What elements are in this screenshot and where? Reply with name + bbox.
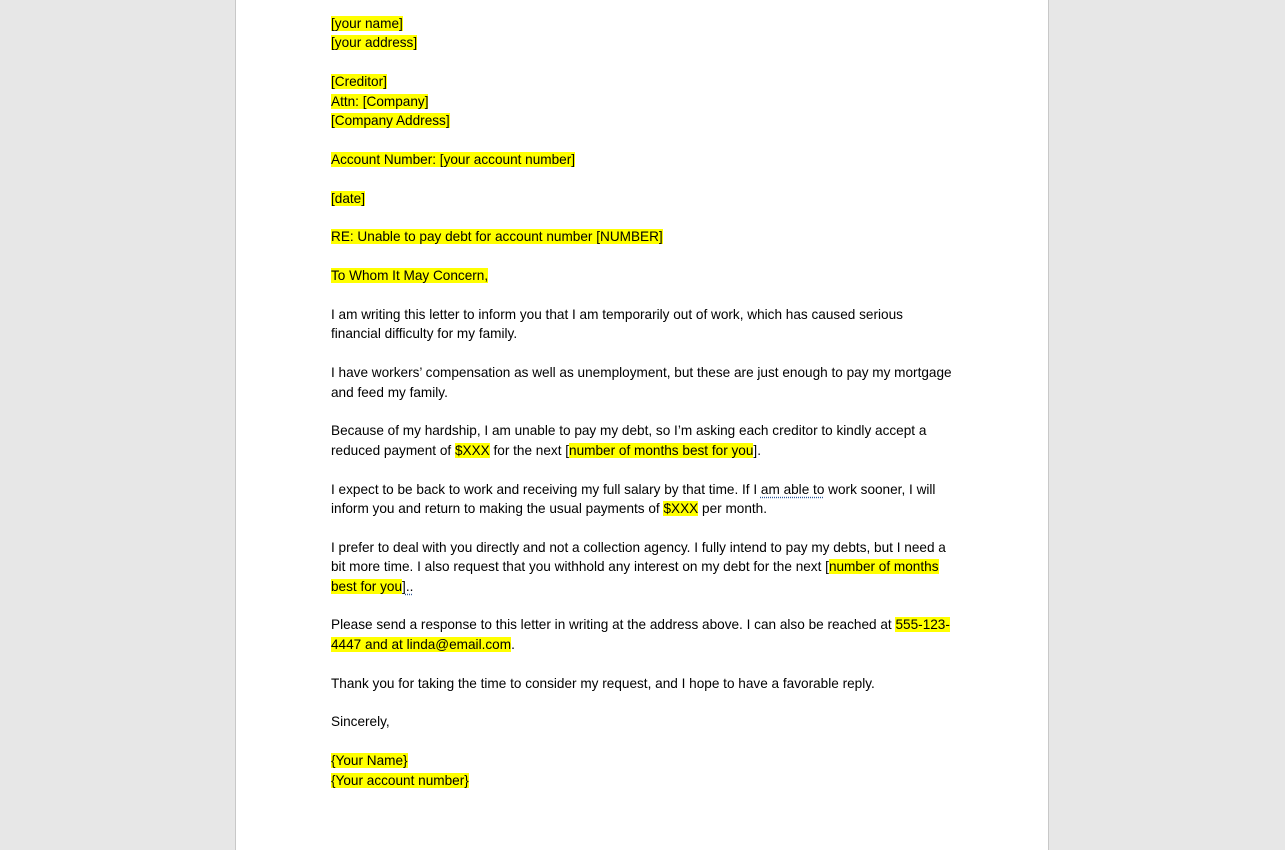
paragraph-4 [331, 480, 956, 519]
signature-account: {Your account number} [331, 772, 469, 788]
signature-name: {Your Name} [331, 753, 408, 769]
paragraph-1: I am writing this letter to inform you that I am temporarily out of work, which has caused serious financial difficulty for my family. [331, 307, 903, 342]
paragraph-3 [331, 421, 956, 460]
p5-text-a: I prefer to deal with you directly and not a collection agency. I fully intend to pay my debts, but I need a bit more time. I also request that you withhold any interest on my debt for the next [ [331, 539, 946, 575]
sender-name: [your name] [331, 16, 403, 31]
p4-text-b: work sooner, I will inform you and return to making the usual payments of [331, 481, 936, 517]
date-para [331, 189, 956, 208]
p6-text-b: . [511, 636, 515, 652]
re-line: RE: Unable to pay debt for account number [NUMBER] [331, 229, 663, 245]
letter-body[interactable] [331, 14, 956, 790]
p4-text-a: I expect to be back to work and receiving my full salary by that time. If I [331, 481, 761, 497]
salutation: To Whom It May Concern, [331, 268, 489, 284]
salutation-para [331, 266, 956, 285]
p6-text-a: Please send a response to this letter in writing at the address above. I can also be reached at [331, 617, 896, 633]
paragraph-2: I have workers’ compensation as well as unemployment, but these are just enough to pay my mortgage and feed my family. [331, 365, 952, 400]
p6-contact: 555-123-4447 and at linda@email.com [331, 617, 950, 652]
paragraph-6 [331, 615, 956, 654]
p3-text-a: Because of my hardship, I am unable to pay my debt, so I’m asking each creditor to kindly accept a reduced payment of [331, 423, 927, 458]
p4-amount: $XXX [663, 501, 699, 517]
company-address-line: [Company Address] [331, 113, 450, 129]
p3-amount: $XXX [454, 442, 490, 458]
sender-address: [your address] [331, 35, 418, 51]
paragraph-7: Thank you for taking the time to consider my request, and I hope to have a favorable reply. [331, 675, 875, 691]
p3-months: number of months best for you [569, 442, 754, 458]
account-number-para [331, 150, 956, 169]
sender-block [331, 14, 956, 53]
p5-double-period[interactable]: .. [405, 578, 414, 594]
creditor-line: [Creditor] [331, 74, 387, 90]
p5-months: number of months best for you [331, 559, 939, 594]
p3-text-c: ]. [753, 442, 761, 458]
p4-text-c: per month. [698, 501, 768, 517]
p3-text-b: for the next [ [489, 442, 570, 458]
grammar-squiggle[interactable]: am able to [760, 481, 825, 497]
signature-block [331, 751, 956, 790]
date-line: [date] [331, 190, 366, 206]
re-para [331, 227, 956, 246]
closing: Sincerely, [331, 714, 390, 730]
attn-line: Attn: [Company] [331, 93, 429, 109]
paragraph-5 [331, 538, 956, 596]
account-number-line: Account Number: [your account number] [331, 151, 576, 167]
p5-close-bracket: ] [402, 578, 406, 594]
recipient-block [331, 72, 956, 130]
document-page [235, 0, 1049, 850]
